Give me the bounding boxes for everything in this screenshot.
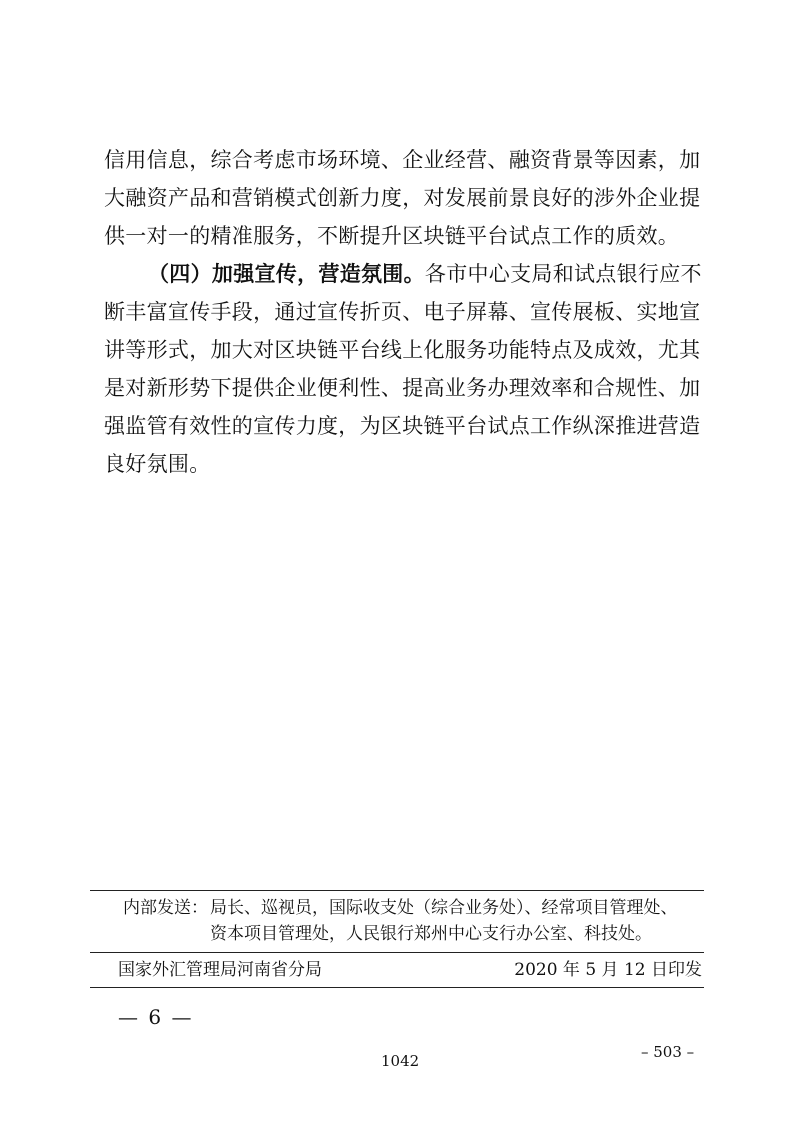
paragraph-line: 供一对一的精准服务，不断提升区块链平台试点工作的质效。 [104,224,680,248]
imprint-row [90,953,704,987]
paragraph-line: 讲等形式，加大对区块链平台线上化服务功能特点及成效，尤其 [104,338,701,362]
distribution-footer [90,890,704,988]
print-date: 2020 年 5 月 12 日印发 [514,960,702,980]
document-body [104,141,702,483]
paragraph-line: 良好氛围。 [104,452,211,476]
internal-distribution [90,891,704,952]
paragraph-line: 强监管有效性的宣传力度，为区块链平台试点工作纵深推进营造 [104,414,701,438]
internal-distribution-list [208,895,704,947]
paragraph-line: 大融资产品和营销模式创新力度，对发展前景良好的涉外企业提 [104,186,701,210]
section-4-heading: （四）加强宣传，营造氛围。 [148,261,425,286]
stamp-number: 1042 [381,1052,420,1070]
distribution-line: 局长、巡视员，国际收支处（综合业务处）、经常项目管理处、 [210,898,678,918]
section-4-first-line-text: 各市中心支局和试点银行应不 [424,262,702,286]
paragraph-line: 信用信息，综合考虑市场环境、企业经营、融资背景等因素，加 [104,148,701,172]
corner-page-number: – 503 – [641,1043,695,1061]
footer-bottom-rule [90,987,704,988]
distribution-line: 资本项目管理处，人民银行郑州中心支行办公室、科技处。 [210,924,652,944]
section-4-first-line [104,255,702,293]
paragraph-line: 断丰富宣传手段，通过宣传折页、电子屏幕、宣传展板、实地宣 [104,300,701,324]
internal-distribution-label: 内部发送： [123,898,208,918]
issuing-office: 国家外汇管理局河南省分局 [118,960,322,980]
paragraph-line: 是对新形势下提供企业便利性、提高业务办理效率和合规性、加 [104,376,701,400]
page-number: — 6 — [118,1005,194,1029]
